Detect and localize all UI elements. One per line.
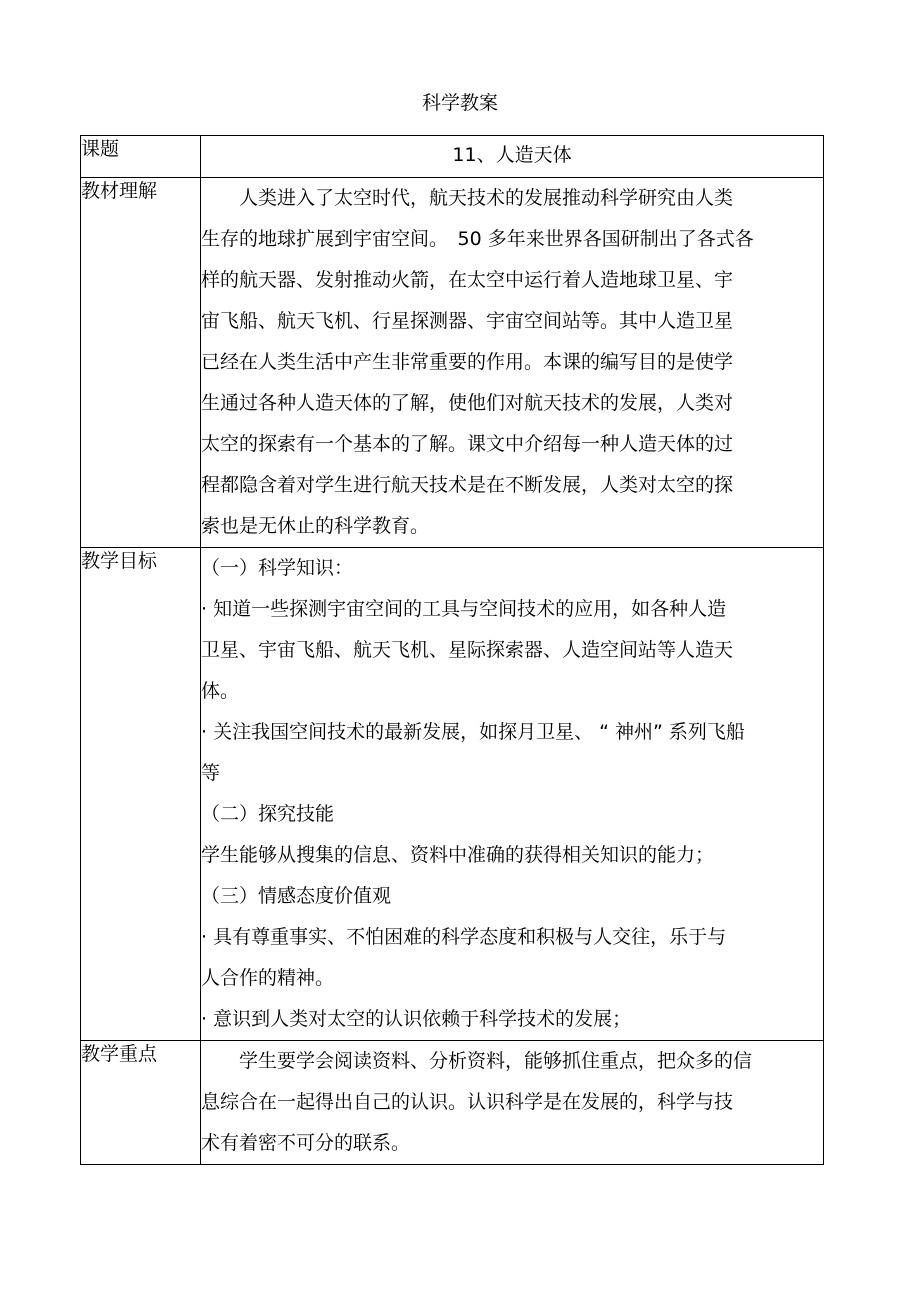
objectives-cell xyxy=(201,548,824,1041)
material-line: 索也是无休止的科学教育。 xyxy=(201,515,430,537)
material-line: 程都隐含着对学生进行航天技术是在不断发展，人类对太空的探 xyxy=(201,474,734,496)
topic-value: 11、人造天体 xyxy=(452,144,572,166)
key-points-label: 教学重点 xyxy=(81,1041,201,1165)
objectives-label: 教学目标 xyxy=(81,548,201,1041)
topic-cell xyxy=(201,136,824,178)
objectives-line: · 意识到人类对太空的认识依赖于科学技术的发展； xyxy=(201,1008,632,1030)
objectives-line: · 具有尊重事实、不怕困难的科学态度和积极与人交往，乐于与 xyxy=(201,926,727,948)
lesson-plan-table xyxy=(80,135,824,1165)
objectives-line: 等 xyxy=(201,762,221,784)
objectives-heading: （二）探究技能 xyxy=(201,803,335,825)
objectives-heading: （一）科学知识： xyxy=(201,557,354,579)
objectives-line: 学生能够从搜集的信息、资料中准确的获得相关知识的能力； xyxy=(201,844,715,866)
material-line: 样的航天器、发射推动火箭，在太空中运行着人造地球卫星、宇 xyxy=(201,269,734,291)
material-line: 宙飞船、航天飞机、行星探测器、宇宙空间站等。其中人造卫星 xyxy=(201,310,734,332)
objectives-heading: （三）情感态度价值观 xyxy=(201,885,392,907)
material-line: 生存的地球扩展到宇宙空间。 50 多年来世界各国研制出了各式各 xyxy=(201,228,754,250)
key-points-line: 学生要学会阅读资料、分析资料，能够抓住重点，把众多的信 xyxy=(239,1050,753,1072)
material-row xyxy=(81,178,824,548)
objectives-row xyxy=(81,548,824,1041)
key-points-cell xyxy=(201,1041,824,1165)
topic-row xyxy=(81,136,824,178)
document-title: 科学教案 xyxy=(421,92,498,114)
key-points-row xyxy=(81,1041,824,1165)
objectives-line: 人合作的精神。 xyxy=(201,967,335,989)
objectives-line: 卫星、宇宙飞船、航天飞机、星际探索器、人造空间站等人造天 xyxy=(201,639,734,661)
key-points-line: 术有着密不可分的联系。 xyxy=(201,1132,411,1154)
material-line: 已经在人类生活中产生非常重要的作用。本课的编写目的是使学 xyxy=(201,351,734,373)
topic-label: 课题 xyxy=(81,136,201,178)
material-line: 太空的探索有一个基本的了解。课文中介绍每一种人造天体的过 xyxy=(201,433,734,455)
material-line: 生通过各种人造天体的了解，使他们对航天技术的发展，人类对 xyxy=(201,392,734,414)
objectives-line: · 知道一些探测宇宙空间的工具与空间技术的应用，如各种人造 xyxy=(201,598,727,620)
objectives-line: · 关注我国空间技术的最新发展，如探月卫星、 “ 神州” 系列飞船 xyxy=(201,721,745,743)
material-label: 教材理解 xyxy=(81,178,201,548)
key-points-line: 息综合在一起得出自己的认识。认识科学是在发展的，科学与技 xyxy=(201,1091,734,1113)
objectives-line: 体。 xyxy=(201,680,240,702)
material-cell xyxy=(201,178,824,548)
material-line: 人类进入了太空时代，航天技术的发展推动科学研究由人类 xyxy=(239,187,734,209)
